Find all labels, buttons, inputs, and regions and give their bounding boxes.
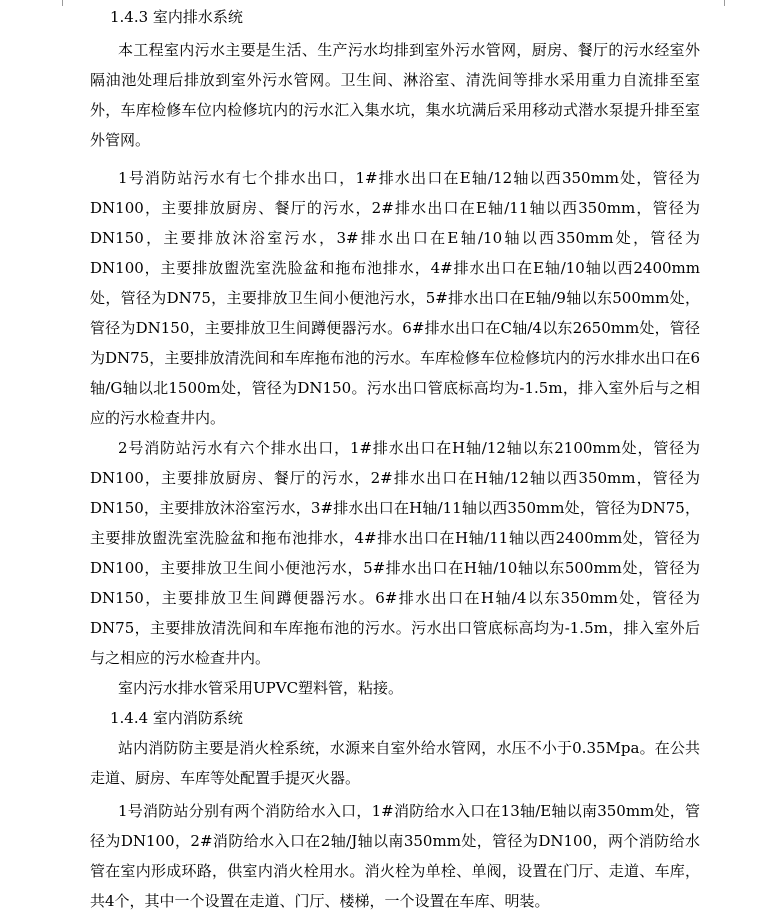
paragraph-drainage-overview: 本工程室内污水主要是生活、生产污水均排到室外污水管网，厨房、餐厅的污水经室外隔油池处理后排放到室外污水管网。卫生间、淋浴室、清洗间等排水采用重力自流排至室外，车库检修车位内检修坑内的污水汇入集水坑，集水坑满后采用移动式潜水泵提升排至室外管网。 [90, 41, 700, 149]
paragraph-pipe-material: 室内污水排水管采用UPVC塑料管，粘接。 [118, 679, 404, 697]
paragraph-station-1-drainage: 1号消防站污水有七个排水出口，1#排水出口在E轴/12轴以西350mm处，管径为DN100，主要排放厨房、餐厅的污水，2#排水出口在E轴/11轴以西350mm，管径为DN150，主要排放沐浴室污水，3#排水出口在E轴/10轴以西350mm处，管径为DN100，主要排放盥洗室洗脸盆和拖布池排水，4#排水出口在E轴/10轴以西2400mm处，管径为DN75，主要排放卫生间小便池污水，5#排水出口在E轴/9轴以东500mm处，管径为DN150，主要排放卫生间蹲便器污水。6#排水出口在C轴/4以东2650mm处，管径为DN75，主要排放清洗间和车库拖布池的污水。车库检修车位检修坑内的污水排水出口在6轴/G轴以北1500m处，管径为DN150。污水出口管底标高均为-1.5m，排入室外后与之相应的污水检查井内。 [90, 169, 700, 427]
document-body [90, 4, 700, 916]
paragraph-station-1-fire-inlets: 1号消防站分别有两个消防给水入口，1#消防给水入口在13轴/E轴以南350mm处，管径为DN100，2#消防给水入口在2轴/J轴以南350mm处，管径为DN100，两个消防给水管在室内形成环路，供室内消火栓用水。消火栓为单栓、单阀，设置在门厅、走道、车库，共4个，其中一个设置在走道、门厅、楼梯，一个设置在车库、明装。 [90, 802, 700, 910]
page-corner-mark-right [724, 0, 725, 6]
page-corner-mark-left [62, 0, 63, 6]
section-heading-1-4-3: 1.4.3 室内排水系统 [110, 8, 243, 26]
section-heading-1-4-4: 1.4.4 室内消防系统 [110, 709, 243, 727]
paragraph-station-2-drainage: 2号消防站污水有六个排水出口，1#排水出口在H轴/12轴以东2100mm处，管径为DN100，主要排放厨房、餐厅的污水，2#排水出口在H轴/12轴以西350mm，管径为DN150，主要排放沐浴室污水，3#排水出口在H轴/11轴以西350mm处，管径为DN75，主要排放盥洗室洗脸盆和拖布池排水，4#排水出口在H轴/11轴以西2400mm处，管径为DN100，主要排放卫生间小便池污水，5#排水出口在H轴/10轴以东500mm处，管径为DN150，主要排放卫生间蹲便器污水。6#排水出口在H轴/4以东350mm处，管径为DN75，主要排放清洗间和车库拖布池的污水。污水出口管底标高均为-1.5m，排入室外后与之相应的污水检查井内。 [90, 439, 700, 667]
paragraph-fire-overview: 站内消防防主要是消火栓系统，水源来自室外给水管网，水压不小于0.35Mpa。在公共走道、厨房、车库等处配置手提灭火器。 [90, 739, 700, 787]
